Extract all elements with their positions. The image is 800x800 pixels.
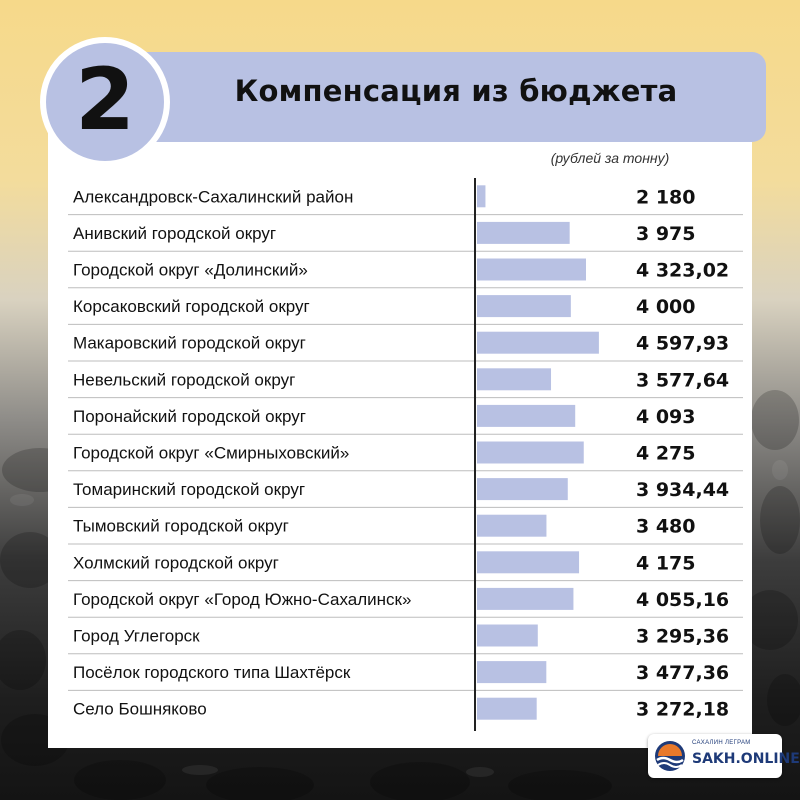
bar <box>477 551 579 573</box>
category-label: Корсаковский городской округ <box>73 297 310 317</box>
category-label: Село Бошняково <box>73 699 207 719</box>
value-label: 4 055,16 <box>636 588 730 611</box>
category-label: Александровск-Сахалинский район <box>73 187 354 207</box>
category-label: Макаровский городской округ <box>73 333 306 353</box>
bar <box>477 222 570 244</box>
value-label: 3 577,64 <box>636 369 730 392</box>
value-label: 3 295,36 <box>636 625 730 648</box>
value-label: 4 175 <box>636 552 696 575</box>
sakh-online-logo[interactable] <box>648 734 800 778</box>
unit-note: (рублей за тонну) <box>550 150 670 166</box>
category-label: Поронайский городской округ <box>73 406 306 426</box>
value-label: 4 000 <box>636 296 696 319</box>
section-number: 2 <box>75 50 135 150</box>
category-label: Городской округ «Смирныховский» <box>73 443 350 463</box>
logo-name: SAKH.ONLINE <box>692 751 800 767</box>
bar <box>477 625 538 647</box>
value-label: 3 975 <box>636 222 696 245</box>
bar <box>477 661 546 683</box>
value-label: 3 477,36 <box>636 662 730 685</box>
category-label: Городской округ «Город Южно-Сахалинск» <box>73 589 412 609</box>
bar <box>477 405 575 427</box>
bar <box>477 478 568 500</box>
logo-tagline: САХАЛИН ЛЕГРАМ <box>692 740 751 746</box>
value-label: 3 272,18 <box>636 698 730 721</box>
value-label: 4 275 <box>636 442 696 465</box>
bar <box>477 698 537 720</box>
bar <box>477 295 571 317</box>
category-label: Городской округ «Долинский» <box>73 260 308 280</box>
value-label: 4 323,02 <box>636 259 730 282</box>
category-label: Тымовский городской округ <box>73 516 289 536</box>
category-label: Томаринский городской округ <box>73 480 306 500</box>
category-label: Невельский городской округ <box>73 370 296 390</box>
value-label: 4 093 <box>636 405 696 428</box>
category-label: Холмский городской округ <box>73 553 279 573</box>
bar <box>477 515 546 537</box>
value-label: 2 180 <box>636 186 696 209</box>
value-label: 3 480 <box>636 515 696 538</box>
category-label: Город Углегорск <box>73 626 200 646</box>
sakh-online-logo-icon <box>654 740 686 772</box>
bar <box>477 588 573 610</box>
bar <box>477 442 584 464</box>
bar <box>477 185 485 207</box>
bar <box>477 332 599 354</box>
value-label: 4 597,93 <box>636 332 730 355</box>
page-title: Компенсация из бюджета <box>234 74 678 108</box>
bar <box>477 368 551 390</box>
bar <box>477 259 586 281</box>
value-label: 3 934,44 <box>636 479 730 502</box>
category-label: Анивский городской округ <box>73 223 277 243</box>
category-label: Посёлок городского типа Шахтёрск <box>73 663 351 683</box>
